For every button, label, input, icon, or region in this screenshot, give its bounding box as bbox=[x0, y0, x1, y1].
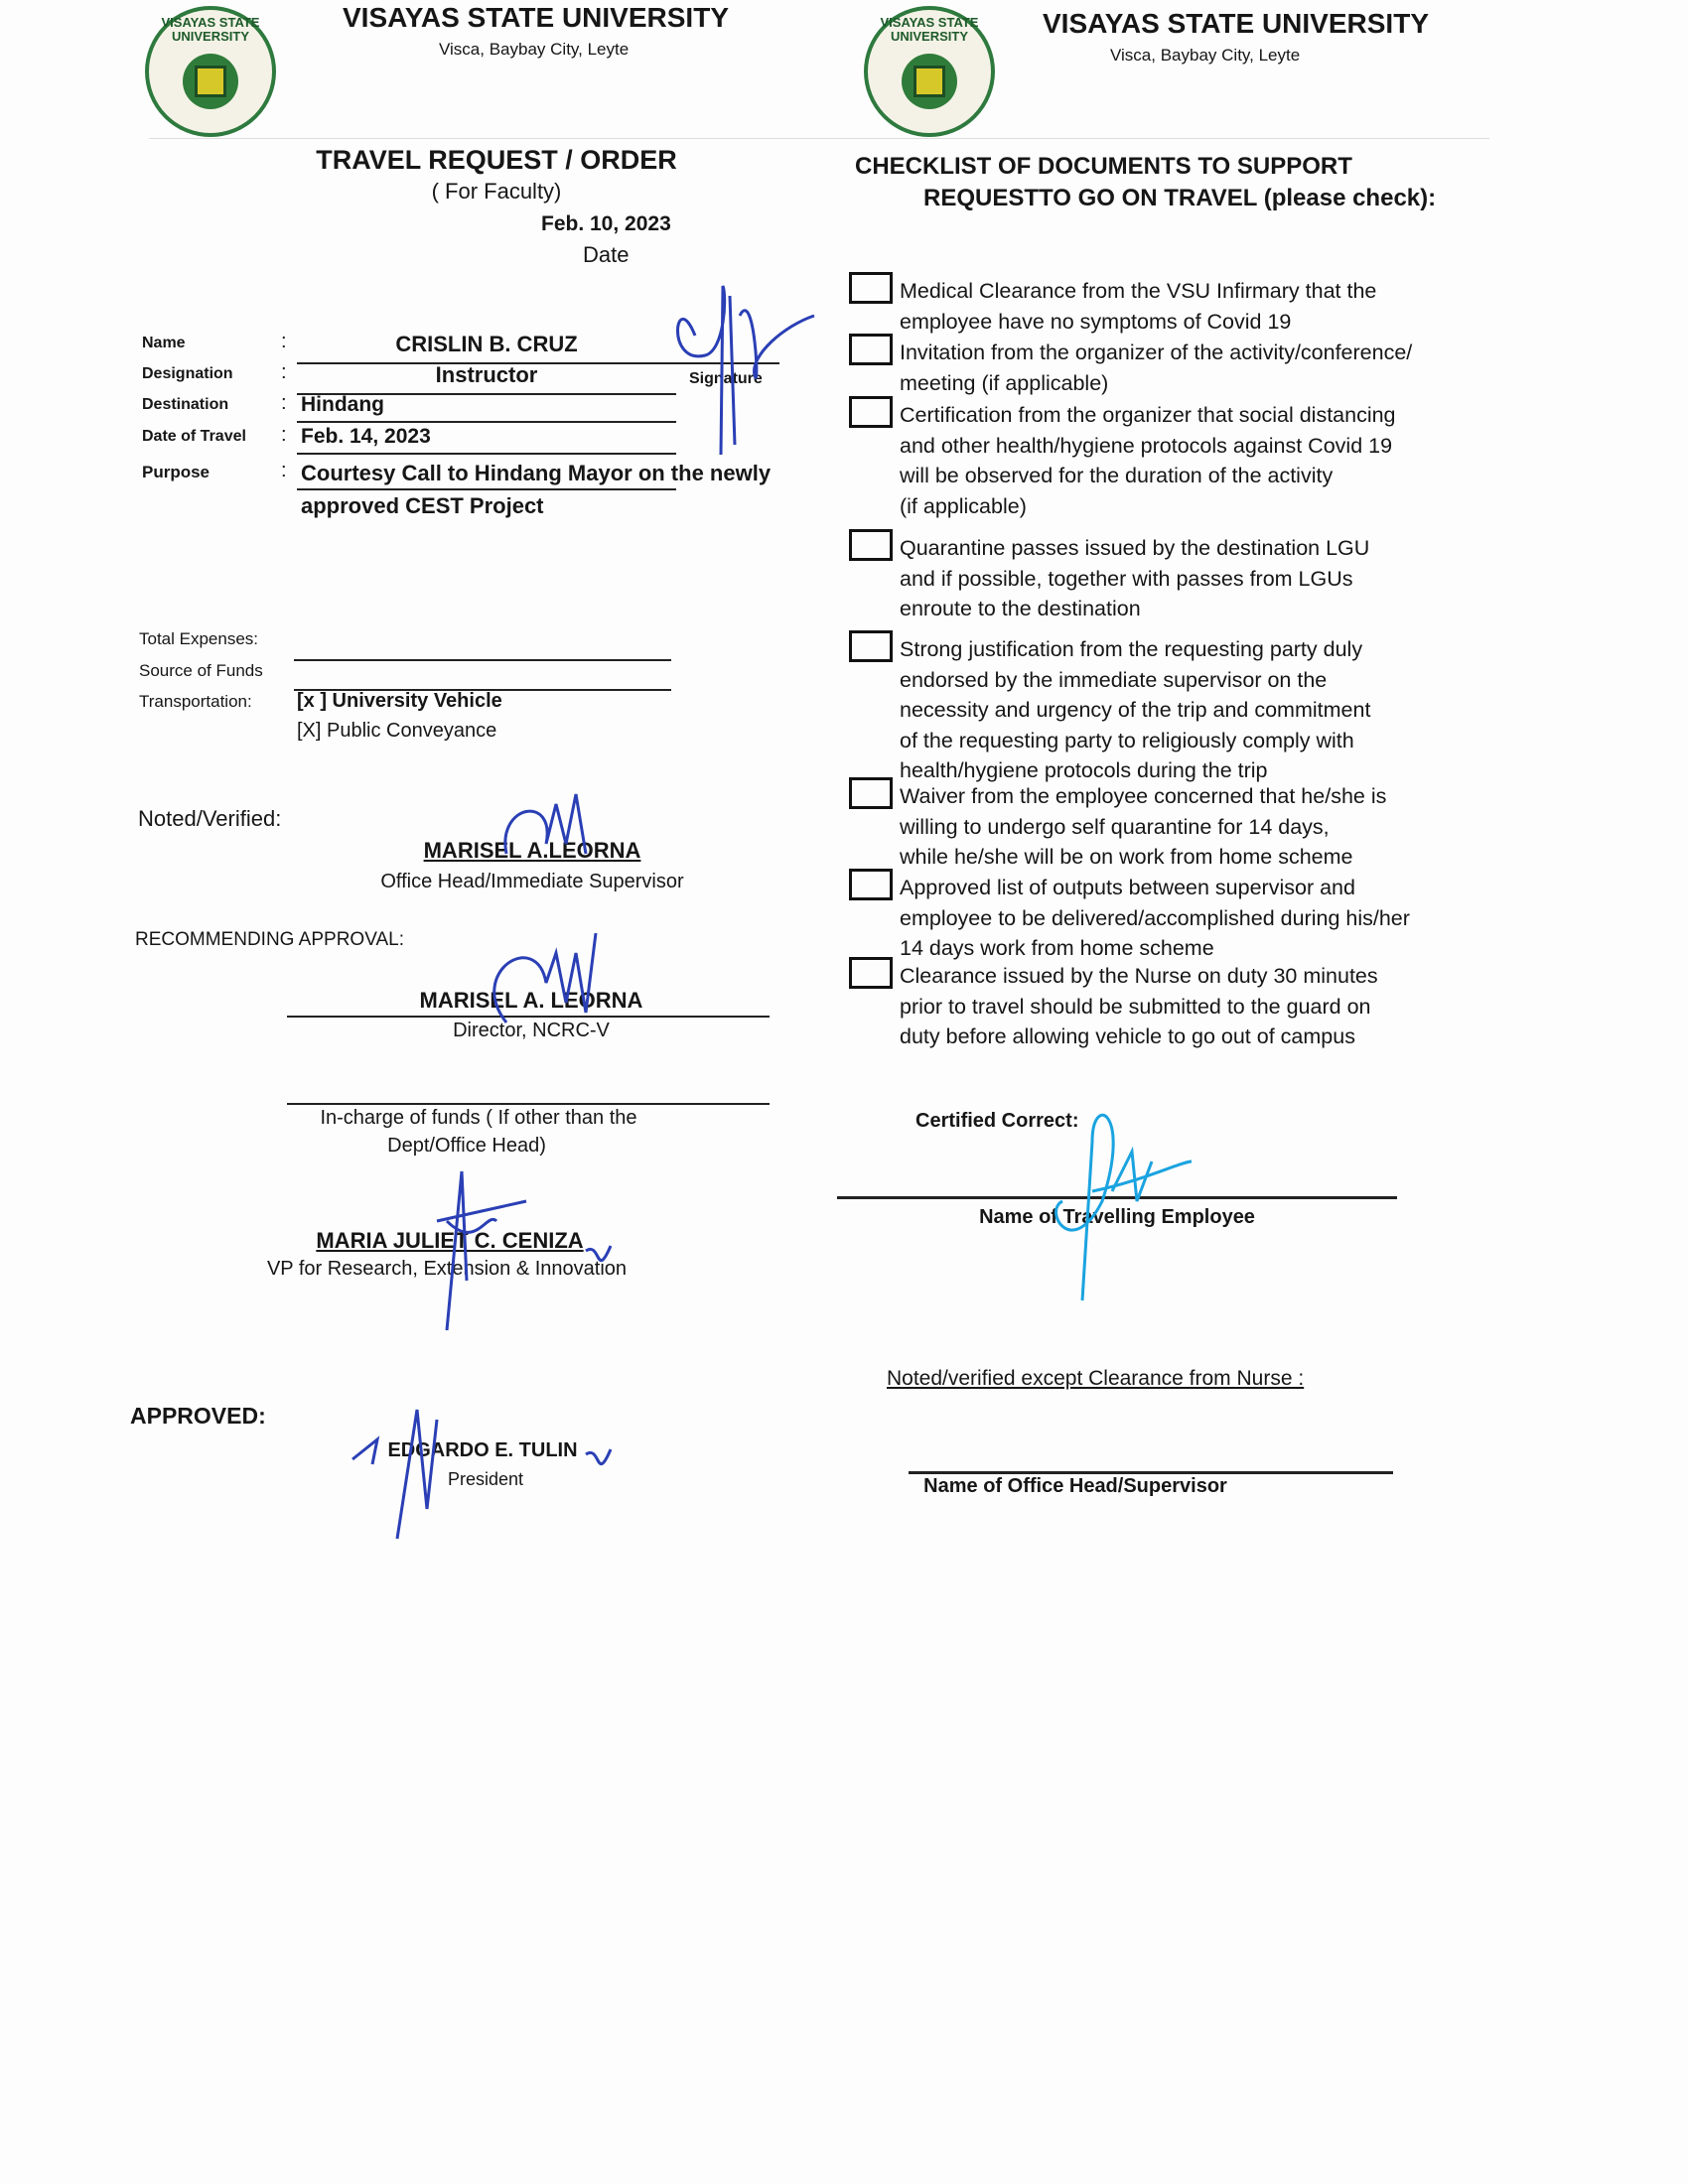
checklist-checkbox[interactable] bbox=[849, 630, 893, 662]
date-of-travel-line bbox=[297, 453, 676, 455]
checklist-checkbox[interactable] bbox=[849, 777, 893, 809]
checklist-item-text: (if applicable) bbox=[900, 493, 1027, 518]
checklist-item-text: Waiver from the employee concerned that he/she is bbox=[900, 784, 1387, 808]
president-title: President bbox=[447, 1469, 524, 1489]
colon: : bbox=[281, 392, 287, 414]
certified-correct-label: Certified Correct: bbox=[915, 1110, 1079, 1132]
checklist-checkbox[interactable] bbox=[849, 957, 893, 989]
checklist-checkbox[interactable] bbox=[849, 396, 893, 428]
destination-line bbox=[297, 421, 676, 423]
logo-emblem bbox=[914, 66, 945, 97]
employee-signature-cyan bbox=[1023, 1102, 1221, 1310]
checklist-item-text: of the requesting party to religiously comply with bbox=[900, 728, 1354, 752]
noted-verified-label: Noted/Verified: bbox=[138, 806, 282, 831]
transport-public-conveyance[interactable]: [X] Public Conveyance bbox=[297, 720, 497, 742]
checklist-item-text: Strong justification from the requesting party duly bbox=[900, 637, 1363, 661]
purpose-underline bbox=[297, 488, 676, 490]
form-subtitle: ( For Faculty) bbox=[431, 179, 562, 204]
funds-label-1: In-charge of funds ( If other than the bbox=[320, 1107, 637, 1129]
recommending-signature bbox=[477, 933, 616, 1042]
employee-signature-top bbox=[655, 276, 824, 475]
checklist-item-text: while he/she will be on work from home scheme bbox=[900, 845, 1353, 869]
funds-label-2: Dept/Office Head) bbox=[387, 1135, 546, 1157]
checklist-item-text: Medical Clearance from the VSU Infirmary that the bbox=[900, 279, 1377, 303]
colon: : bbox=[281, 331, 287, 352]
purpose-label: Purpose bbox=[142, 463, 211, 481]
checklist-item-text: prior to travel should be submitted to the guard on bbox=[900, 994, 1371, 1019]
checklist-item-text: endorsed by the immediate supervisor on the bbox=[900, 667, 1328, 692]
vp-title: VP for Research, Extension & Innovation bbox=[266, 1258, 628, 1280]
recommending-name: MARISEL A. LEORNA bbox=[419, 988, 643, 1013]
university-logo bbox=[145, 6, 276, 137]
university-name-right: VISAYAS STATE UNIVERSITY bbox=[1043, 8, 1429, 39]
source-of-funds-label: Source of Funds bbox=[139, 661, 263, 680]
date-of-travel-value: Feb. 14, 2023 bbox=[301, 425, 431, 448]
checklist-item-text: Invitation from the organizer of the activity/conference/ bbox=[900, 341, 1413, 364]
employee-name-label: Name of Travelling Employee bbox=[979, 1206, 1255, 1228]
request-date: Feb. 10, 2023 bbox=[541, 212, 671, 235]
noted-title: Office Head/Immediate Supervisor bbox=[380, 871, 684, 892]
president-signature bbox=[338, 1390, 616, 1549]
checklist-checkbox[interactable] bbox=[849, 529, 893, 561]
date-label: Date bbox=[583, 242, 630, 267]
checklist-item-text: employee to be delivered/accomplished during his/her bbox=[900, 905, 1410, 930]
designation-label: Designation bbox=[142, 365, 233, 382]
transportation-label: Transportation: bbox=[139, 692, 252, 711]
checklist-item-text: Approved list of outputs between supervisor and bbox=[900, 876, 1355, 899]
checklist-checkbox[interactable] bbox=[849, 334, 893, 365]
checklist-checkbox[interactable] bbox=[849, 869, 893, 900]
checklist-item-text: health/hygiene protocols during the trip bbox=[900, 758, 1268, 782]
checklist-item-text: enroute to the destination bbox=[900, 597, 1141, 620]
vp-signature bbox=[387, 1161, 635, 1340]
total-expenses-line bbox=[294, 659, 671, 661]
checklist-item-text: duty before allowing vehicle to go out of campus bbox=[900, 1024, 1355, 1048]
checklist-item-text: Quarantine passes issued by the destination LGU bbox=[900, 536, 1370, 560]
purpose-line-1: Courtesy Call to Hindang Mayor on the newly bbox=[301, 461, 772, 485]
purpose-line-2: approved CEST Project bbox=[301, 493, 544, 518]
checklist-item-text: employee have no symptoms of Covid 19 bbox=[900, 309, 1292, 334]
colon: : bbox=[281, 460, 287, 481]
date-of-travel-label: Date of Travel bbox=[142, 428, 246, 445]
recommending-title: Director, NCRC-V bbox=[453, 1020, 610, 1041]
logo-emblem bbox=[195, 66, 226, 97]
checklist-checkbox[interactable] bbox=[849, 272, 893, 304]
checklist-item-text: Clearance issued by the Nurse on duty 30 minutes bbox=[900, 964, 1378, 988]
logo-text: VISAYAS STATE UNIVERSITY bbox=[161, 15, 260, 44]
university-name: VISAYAS STATE UNIVERSITY bbox=[343, 2, 729, 33]
checklist-item-text: 14 days work from home scheme bbox=[900, 936, 1214, 960]
designation-value: Instructor bbox=[435, 362, 538, 387]
checklist-item-text: Certification from the organizer that social distancing bbox=[900, 403, 1396, 427]
transport-university-vehicle[interactable]: [x ] University Vehicle bbox=[297, 690, 502, 712]
office-head-label: Name of Office Head/Supervisor bbox=[923, 1475, 1227, 1497]
checklist-title-1: CHECKLIST OF DOCUMENTS TO SUPPORT bbox=[855, 153, 1352, 180]
form-title: TRAVEL REQUEST / ORDER bbox=[316, 145, 677, 175]
checklist-item-text: meeting (if applicable) bbox=[900, 370, 1109, 395]
total-expenses-label: Total Expenses: bbox=[139, 629, 259, 648]
office-head-signature-line bbox=[909, 1471, 1393, 1474]
approved-label: APPROVED: bbox=[130, 1403, 266, 1429]
signature-label: Signature bbox=[689, 370, 763, 387]
header-divider bbox=[149, 138, 1489, 139]
checklist-item-text: necessity and urgency of the trip and commitment bbox=[900, 698, 1371, 722]
university-logo-right bbox=[864, 6, 995, 137]
university-address-right: Visca, Baybay City, Leyte bbox=[1110, 46, 1301, 65]
checklist-item-text: will be observed for the duration of the activity bbox=[900, 464, 1334, 487]
destination-label: Destination bbox=[142, 396, 229, 413]
checklist-title-2: REQUESTTO GO ON TRAVEL (please check): bbox=[923, 185, 1437, 211]
president-name: EDGARDO E. TULIN bbox=[387, 1439, 578, 1461]
checklist-item-text: willing to undergo self quarantine for 14 days, bbox=[900, 814, 1330, 839]
destination-value: Hindang bbox=[301, 393, 384, 416]
recommending-approval-label: RECOMMENDING APPROVAL: bbox=[135, 929, 404, 950]
logo-text: VISAYAS STATE UNIVERSITY bbox=[880, 15, 979, 44]
noted-signature bbox=[496, 784, 616, 874]
vp-name: MARIA JULIET C. CENIZA bbox=[316, 1228, 584, 1253]
name-label: Name bbox=[142, 335, 186, 351]
university-address: Visca, Baybay City, Leyte bbox=[439, 40, 630, 59]
funds-line bbox=[287, 1103, 770, 1105]
colon: : bbox=[281, 361, 287, 383]
checklist-item-text: and other health/hygiene protocols against Covid 19 bbox=[900, 433, 1393, 458]
colon: : bbox=[281, 424, 287, 446]
checklist-item-text: and if possible, together with passes from LGUs bbox=[900, 566, 1353, 591]
nurse-note: Noted/verified except Clearance from Nurse : bbox=[887, 1367, 1305, 1390]
name-value: CRISLIN B. CRUZ bbox=[395, 332, 578, 356]
noted-name: MARISEL A.LEORNA bbox=[423, 838, 641, 863]
